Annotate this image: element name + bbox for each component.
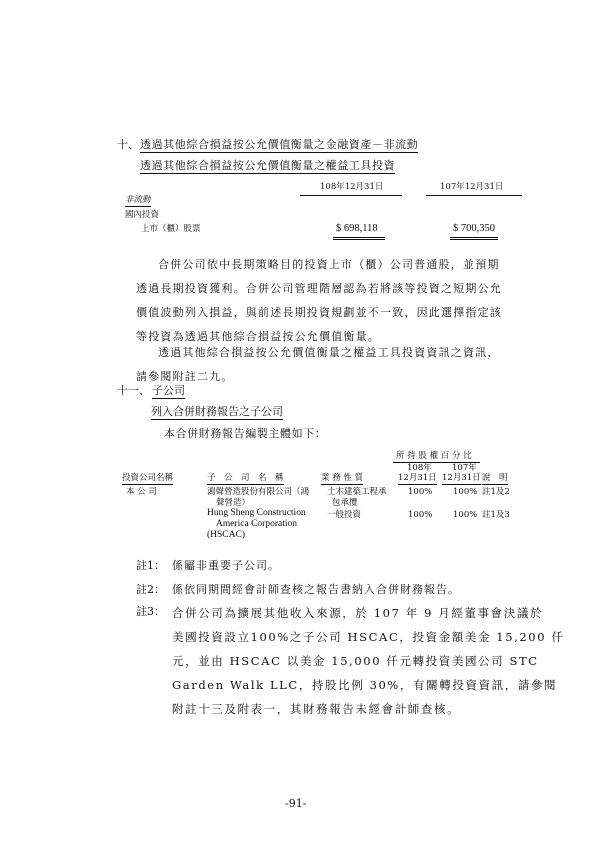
column-header-2019: 108年12月31日	[320, 182, 384, 192]
row-subsidiary-line: America Corporation	[216, 519, 297, 529]
note1-text: 係屬非重要子公司。	[172, 559, 280, 572]
paragraph-line: 請參閱附註二九。	[136, 370, 234, 383]
paragraph-line: 透過長期投資獲利。合併公司管理階層認為若將該等投資之短期公允	[136, 282, 502, 295]
paragraph-line: 價值波動列入損益，與前述長期投資規劃並不一致，因此選擇指定該	[136, 306, 502, 319]
note3-line: Garden Walk LLC，持股比例 30%，有關轉投資資訊，請參閱	[172, 678, 558, 692]
row-remark: 註1及3	[482, 510, 510, 520]
note1-label: 註1：	[136, 559, 165, 572]
col-2018-top: 107年	[452, 463, 477, 473]
section11-number: 十一、	[117, 384, 150, 397]
section10-subtitle: 透過其他綜合損益按公允價值衡量之權益工具投資	[140, 159, 396, 172]
row-subsidiary-line: 聲營造）	[216, 498, 251, 508]
section11-intro: 本合併財務報告編製主體如下：	[164, 427, 327, 440]
amount-2019: $ 698,118	[336, 223, 378, 234]
row-business-line: 包承攬	[332, 498, 358, 508]
col-2019-top: 108年	[407, 463, 432, 473]
note3-label: 註3：	[136, 605, 165, 618]
noncurrent-label: 非流動	[125, 195, 151, 205]
section10-title: 透過其他綜合損益按公允價值衡量之金融資產－非流動	[140, 138, 419, 151]
amount-2018: $ 700,350	[453, 223, 495, 234]
row-pct-2019: 100%	[408, 487, 433, 497]
note2-text: 係依同期間經會計師查核之報告書納入合併財務報告。	[172, 583, 460, 596]
ownership-group-header: 所 持 股 權 百 分 比	[396, 451, 472, 461]
section11-subtitle: 列入合併財務報告之子公司	[151, 405, 283, 418]
note3-line: 美國投資設立100%之子公司 HSCAC，投資金額美金 15,200 仟	[172, 630, 565, 644]
row-subsidiary-line: (HSCAC)	[207, 530, 246, 540]
column-header-2018: 107年12月31日	[440, 182, 504, 192]
domestic-investment-label: 國內投資	[125, 210, 160, 220]
note3-line: 附註十三及附表一，其財務報告未經會計師查核。	[172, 702, 461, 716]
row-pct-2019: 100%	[408, 510, 433, 520]
listed-stocks-label: 上市（櫃）股票	[141, 224, 201, 234]
note2-label: 註2：	[136, 583, 165, 596]
row-business-line: 土木建築工程承	[327, 487, 387, 497]
row-subsidiary-line: Hung Sheng Construction	[207, 508, 306, 518]
amount-2019-double-rule-b	[333, 239, 385, 240]
amount-2019-double-rule-a	[333, 237, 385, 238]
note3-line: 元，並由 HSCAC 以美金 15,000 仟元轉投資美國公司 STC	[172, 654, 539, 668]
note3-line: 合併公司為擴展其他收入來源，於 107 年 9 月經董事會決議於	[172, 606, 544, 620]
paragraph-line: 透過其他綜合損益按公允價值衡量之權益工具投資資訊之資訊，	[158, 346, 500, 359]
col-subsidiary-header: 子 公 司 名 稱	[207, 473, 284, 483]
row-investor: 本 公 司	[126, 487, 157, 497]
row-subsidiary-line: 鴻聲營造股份有限公司（鴻	[207, 487, 310, 497]
row-pct-2018: 100%	[453, 510, 478, 520]
col-2019-bottom: 12月31日	[398, 473, 437, 483]
paragraph-line: 等投資為透過其他綜合損益按公允價值衡量。	[136, 330, 380, 343]
section10-number: 十、	[117, 138, 139, 151]
column-2018-rule	[426, 195, 522, 196]
col-remark-header: 說 明	[482, 473, 508, 483]
col-investor-header: 投資公司名稱	[122, 473, 174, 483]
amount-2018-double-rule-a	[450, 237, 498, 238]
row-remark: 註1及2	[482, 487, 510, 497]
row-pct-2018: 100%	[453, 487, 478, 497]
col-business-header: 業 務 性 質	[321, 473, 364, 483]
column-2019-rule	[300, 195, 402, 196]
page-number: -91-	[285, 797, 307, 810]
row-business-line: 一般投資	[327, 510, 362, 520]
amount-2018-double-rule-b	[450, 239, 498, 240]
col-2018-bottom: 12月31日	[442, 473, 481, 483]
paragraph-line: 合併公司依中長期策略目的投資上市（櫃）公司普通股，並預期	[158, 258, 500, 271]
section11-title: 子公司	[152, 384, 185, 397]
